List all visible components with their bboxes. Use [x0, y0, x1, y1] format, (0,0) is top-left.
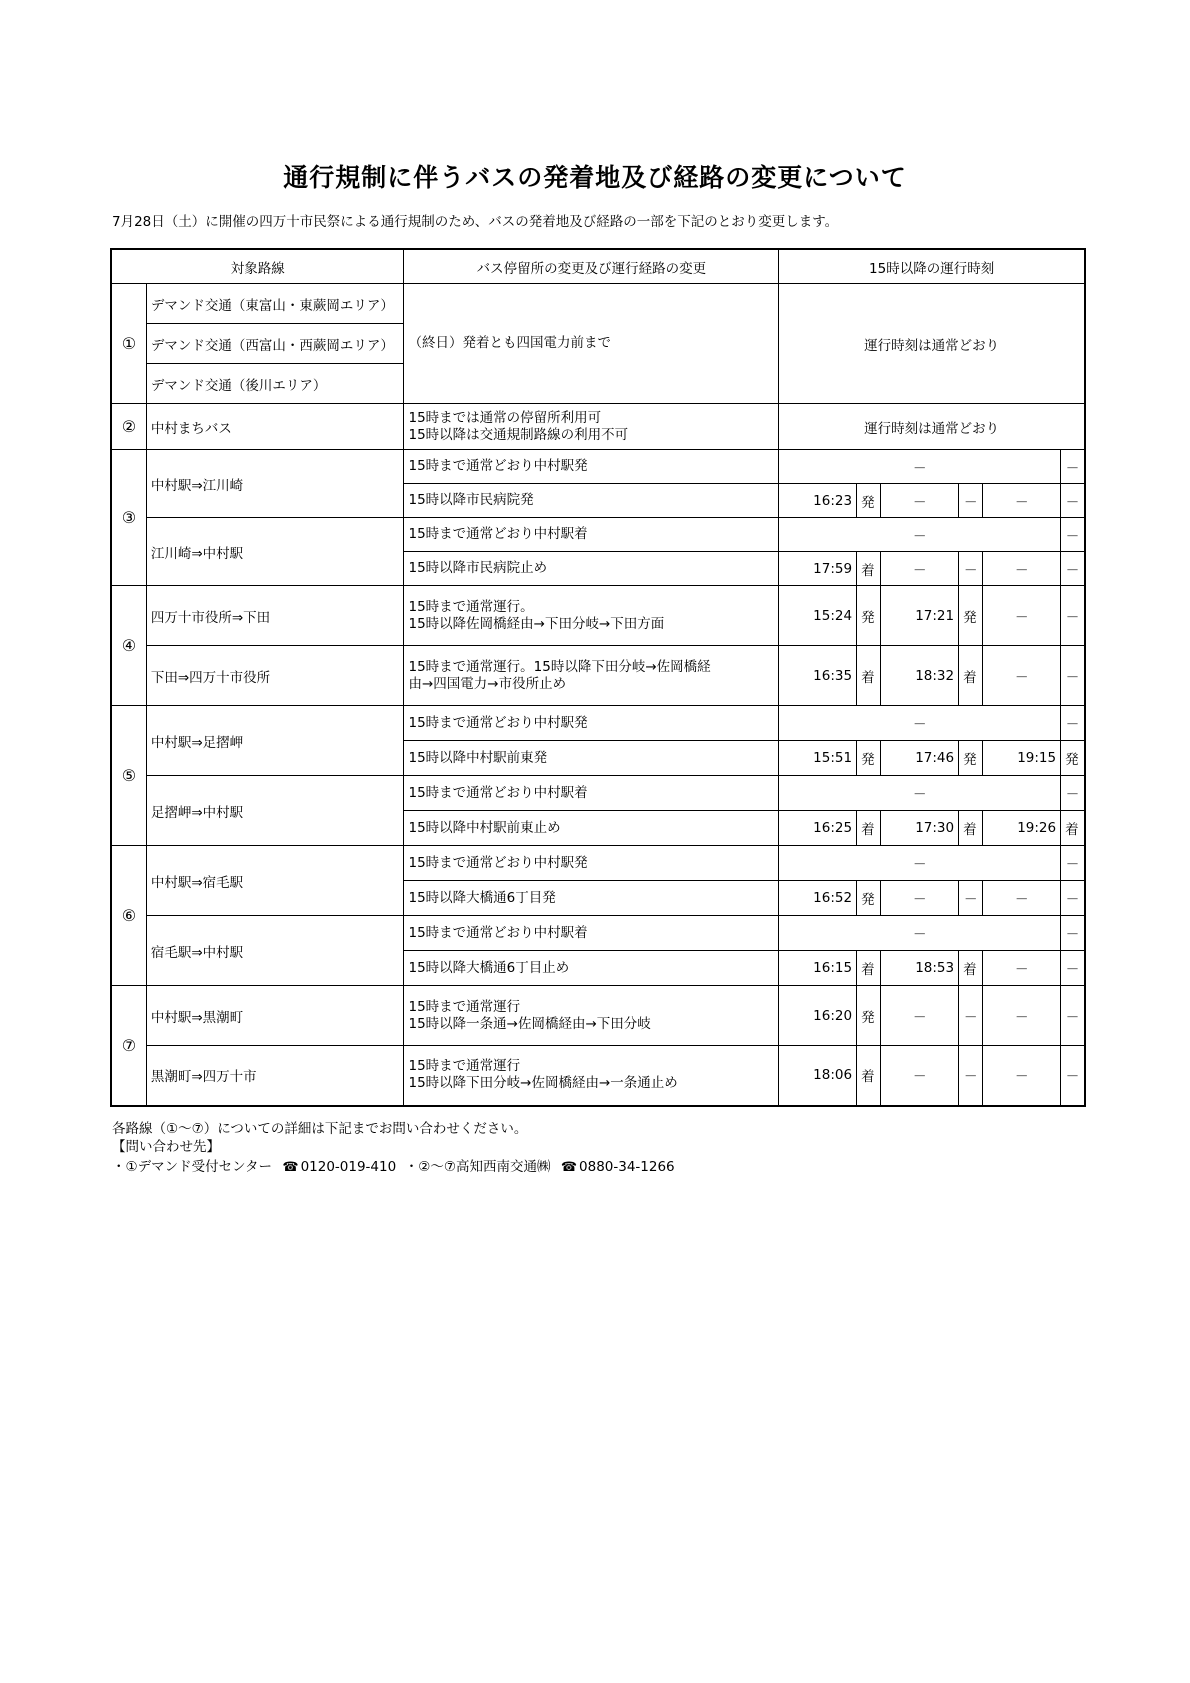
time-dash: －: [1061, 916, 1085, 951]
time-dash: －: [959, 484, 983, 518]
route-name: 江川崎⇒中村駅: [146, 518, 404, 586]
time-type: 着: [959, 646, 983, 706]
time-dash: －: [779, 776, 1061, 811]
route-change: [404, 586, 779, 646]
route-change: 15時まで通常どおり中村駅発: [404, 706, 779, 741]
time-dash: －: [881, 986, 959, 1046]
route-time: 運行時刻は通常どおり: [779, 284, 1085, 404]
route-number: ⑤: [111, 706, 146, 846]
route-name: 中村駅⇒宿毛駅: [146, 846, 404, 916]
time-type: 着: [857, 646, 881, 706]
time-type: 発: [1061, 741, 1085, 776]
route-change: 15時以降市民病院止め: [404, 552, 779, 586]
table-header-row: [111, 249, 1085, 284]
route-name: デマンド交通（西富山・西蕨岡エリア）: [146, 324, 404, 364]
route-name: 足摺岬⇒中村駅: [146, 776, 404, 846]
table-row: [111, 916, 1085, 951]
contact-2-phone[interactable]: 0880-34-1266: [579, 1159, 675, 1175]
table-row: [111, 1046, 1085, 1106]
time-dash: －: [959, 552, 983, 586]
route-name: 中村駅⇒黒潮町: [146, 986, 404, 1046]
departure-time: 19:15: [983, 741, 1061, 776]
time-dash: －: [1061, 518, 1085, 552]
time-type: 着: [959, 951, 983, 986]
change-line: 15時以降下田分岐→佐岡橋経由→一条通止め: [408, 1075, 678, 1092]
time-dash: －: [1061, 776, 1085, 811]
time-dash: －: [1061, 484, 1085, 518]
route-number: ①: [111, 284, 146, 404]
time-dash: －: [881, 552, 959, 586]
route-name: 四万十市役所⇒下田: [146, 586, 404, 646]
header-change: バス停留所の変更及び運行経路の変更: [404, 249, 779, 284]
time-type: 着: [857, 1046, 881, 1106]
change-line: 15時まで通常運行。: [408, 598, 534, 615]
table-row: [111, 450, 1085, 484]
departure-time: 15:51: [779, 741, 857, 776]
time-type: 発: [857, 484, 881, 518]
route-change: 15時まで通常どおり中村駅発: [404, 846, 779, 881]
time-dash: －: [983, 586, 1061, 646]
route-change: 15時以降中村駅前東止め: [404, 811, 779, 846]
change-line: 15時まで通常運行: [408, 1058, 521, 1075]
route-number: ②: [111, 404, 146, 450]
route-time: 運行時刻は通常どおり: [779, 404, 1085, 450]
route-number: ④: [111, 586, 146, 706]
route-number: ⑦: [111, 986, 146, 1106]
time-dash: －: [881, 881, 959, 916]
departure-time: 16:20: [779, 986, 857, 1046]
route-name: デマンド交通（東富山・東蕨岡エリア）: [146, 284, 404, 324]
phone-icon: ☎: [282, 1160, 299, 1175]
arrival-time: 18:32: [881, 646, 959, 706]
time-dash: －: [1061, 450, 1085, 484]
footer-note: 各路線（①～⑦）についての詳細は下記までお問い合わせください。: [112, 1121, 528, 1137]
departure-time: 16:23: [779, 484, 857, 518]
time-dash: －: [779, 450, 1061, 484]
time-type: 着: [1061, 811, 1085, 846]
intro-text: 7月28日（土）に開催の四万十市民祭による通行規制のため、バスの発着地及び経路の一部を下記のとおり変更します。: [112, 214, 839, 230]
route-name: 中村駅⇒足摺岬: [146, 706, 404, 776]
time-dash: －: [1061, 951, 1085, 986]
time-dash: －: [983, 951, 1061, 986]
time-dash: －: [1061, 846, 1085, 881]
route-change: 15時まで通常どおり中村駅着: [404, 518, 779, 552]
time-type: 発: [857, 741, 881, 776]
time-dash: －: [983, 646, 1061, 706]
route-change: 15時以降大橋通6丁目止め: [404, 951, 779, 986]
change-line: 15時までは通常の停留所利用可: [408, 409, 602, 426]
contact-1-phone[interactable]: 0120-019-410: [300, 1159, 397, 1175]
route-change: 15時まで通常どおり中村駅着: [404, 916, 779, 951]
route-change: 15時以降大橋通6丁目発: [404, 881, 779, 916]
arrival-time: 16:35: [779, 646, 857, 706]
time-dash: －: [983, 986, 1061, 1046]
change-line: 15時以降は交通規制路線の利用不可: [408, 426, 629, 443]
contact-info: [112, 1155, 675, 1175]
route-change: 15時以降中村駅前東発: [404, 741, 779, 776]
time-type: 発: [857, 586, 881, 646]
time-dash: －: [1061, 1046, 1085, 1106]
departure-time: 16:52: [779, 881, 857, 916]
change-line: 15時まで通常運行。15時以降下田分岐→佐岡橋経: [408, 658, 711, 675]
arrival-time: 16:25: [779, 811, 857, 846]
route-change: 15時まで通常どおり中村駅着: [404, 776, 779, 811]
change-line: 由→四国電力→市役所止め: [408, 675, 567, 692]
route-change: 15時以降市民病院発: [404, 484, 779, 518]
arrival-time: 16:15: [779, 951, 857, 986]
table-row: [111, 846, 1085, 881]
schedule-table: [110, 248, 1086, 1107]
route-number: ⑥: [111, 846, 146, 986]
route-change: [404, 404, 779, 450]
contact-1-label: ・①デマンド受付センター: [112, 1159, 273, 1175]
route-number: ③: [111, 450, 146, 586]
route-change: 15時まで通常どおり中村駅発: [404, 450, 779, 484]
contact-2-label: ・②～⑦高知西南交通㈱: [404, 1159, 551, 1175]
table-row: [111, 518, 1085, 552]
change-line: 15時まで通常運行: [408, 998, 521, 1015]
page-title: 通行規制に伴うバスの発着地及び経路の変更について: [283, 163, 907, 192]
table-row: [111, 404, 1085, 450]
time-dash: －: [1061, 881, 1085, 916]
departure-time: 17:46: [881, 741, 959, 776]
table-row: [111, 706, 1085, 741]
arrival-time: 17:30: [881, 811, 959, 846]
change-line: 15時以降佐岡橋経由→下田分岐→下田方面: [408, 615, 665, 632]
time-dash: －: [959, 1046, 983, 1106]
time-type: 発: [857, 986, 881, 1046]
time-dash: －: [779, 706, 1061, 741]
table-row: [111, 776, 1085, 811]
time-dash: －: [983, 552, 1061, 586]
route-change: [404, 1046, 779, 1106]
route-name: 中村まちバス: [146, 404, 404, 450]
time-type: 着: [857, 951, 881, 986]
route-change: [404, 646, 779, 706]
time-dash: －: [1061, 586, 1085, 646]
contact-heading: 【問い合わせ先】: [112, 1139, 220, 1155]
route-change: （終日）発着とも四国電力前まで: [404, 284, 779, 404]
time-dash: －: [959, 881, 983, 916]
table-row: [111, 586, 1085, 646]
time-dash: －: [983, 484, 1061, 518]
time-dash: －: [881, 484, 959, 518]
arrival-time: 18:06: [779, 1046, 857, 1106]
time-dash: －: [959, 986, 983, 1046]
time-dash: －: [779, 916, 1061, 951]
route-name: 黒潮町⇒四万十市: [146, 1046, 404, 1106]
arrival-time: 17:59: [779, 552, 857, 586]
departure-time: 15:24: [779, 586, 857, 646]
time-dash: －: [1061, 986, 1085, 1046]
route-name: 宿毛駅⇒中村駅: [146, 916, 404, 986]
time-dash: －: [779, 846, 1061, 881]
time-type: 着: [857, 811, 881, 846]
time-type: 着: [959, 811, 983, 846]
phone-icon: ☎: [560, 1160, 578, 1175]
time-dash: －: [779, 518, 1061, 552]
time-type: 発: [857, 881, 881, 916]
route-change: [404, 986, 779, 1046]
table-row: [111, 284, 1085, 324]
arrival-time: 19:26: [983, 811, 1061, 846]
time-dash: －: [983, 1046, 1061, 1106]
time-type: 発: [959, 586, 983, 646]
table-row: [111, 646, 1085, 706]
departure-time: 17:21: [881, 586, 959, 646]
arrival-time: 18:53: [881, 951, 959, 986]
time-type: 発: [959, 741, 983, 776]
time-dash: －: [881, 1046, 959, 1106]
time-dash: －: [1061, 552, 1085, 586]
time-type: 着: [857, 552, 881, 586]
route-name: デマンド交通（後川エリア）: [146, 364, 404, 404]
change-line: 15時以降一条通→佐岡橋経由→下田分岐: [408, 1015, 651, 1032]
route-name: 下田⇒四万十市役所: [146, 646, 404, 706]
time-dash: －: [1061, 646, 1085, 706]
route-name: 中村駅⇒江川崎: [146, 450, 404, 518]
table-row: [111, 986, 1085, 1046]
time-dash: －: [983, 881, 1061, 916]
time-dash: －: [1061, 706, 1085, 741]
header-time: 15時以降の運行時刻: [779, 249, 1085, 284]
header-route: 対象路線: [111, 249, 404, 284]
